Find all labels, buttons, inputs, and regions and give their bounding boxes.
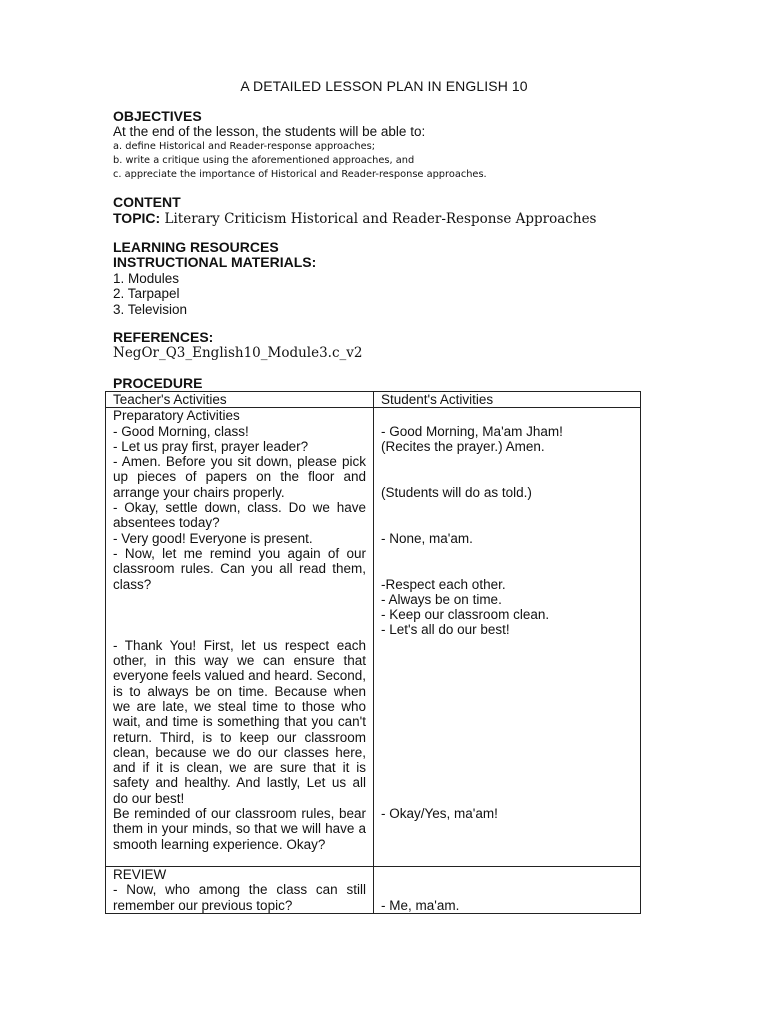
procedure-table — [105, 391, 641, 914]
student-line: - Good Morning, Ma'am Jham! — [381, 423, 563, 439]
objective-item: b. write a critique using the aforementioned approaches, and — [113, 154, 415, 166]
teacher-line: - Thank You! First, let us respect each other, in this way we can ensure that everyone feels valued and heard. Second, is to always be on time. Because when we are late, we steal time to those who wait, and time is something that you can't return. Third, is to keep our classroom clean, because we do our classes here, and if it is clean, we are sure that it is safety and healthy. And lastly, Let us all do our best! — [113, 637, 367, 806]
teacher-line: - Now, who among the class can still remember our previous topic? — [113, 882, 367, 913]
teacher-line: - Amen. Before you sit down, please pick up pieces of papers on the floor and arrange your chairs properly. — [113, 454, 367, 500]
student-activities-cell — [374, 866, 641, 913]
teacher-line: - Very good! Everyone is present. — [113, 530, 313, 546]
procedure-section — [113, 376, 202, 391]
student-line: (Students will do as told.) — [381, 484, 532, 500]
review-label: REVIEW — [113, 866, 167, 882]
topic-label: TOPIC: — [113, 210, 161, 227]
material-item: 2. Tarpapel — [113, 286, 180, 302]
objective-item: c. appreciate the importance of Historical and Reader-response approaches. — [113, 168, 487, 180]
student-line: - None, ma'am. — [381, 530, 473, 546]
student-line: - Let's all do our best! — [381, 622, 510, 638]
topic-value: Literary Criticism Historical and Reader-Response Approaches — [160, 211, 597, 228]
teacher-line: - Okay, settle down, class. Do we have absentees today? — [113, 500, 367, 531]
teacher-line: - Let us pray first, prayer leader? — [113, 438, 309, 454]
preparatory-label: Preparatory Activities — [113, 408, 240, 424]
student-line: - Okay/Yes, ma'am! — [381, 806, 498, 822]
teacher-activities-cell — [106, 408, 374, 867]
teacher-activities-cell — [106, 866, 374, 913]
student-line: -Respect each other. — [381, 576, 506, 592]
teacher-line: Be reminded of our classroom rules, bear them in your minds, so that we will have a smooth learning experience. Okay? — [113, 806, 367, 852]
student-line: - Me, ma'am. — [381, 897, 460, 913]
learning-resources-heading: LEARNING RESOURCES — [113, 239, 279, 255]
student-activities-cell — [374, 408, 641, 867]
material-item: 1. Modules — [113, 270, 180, 286]
table-header-row — [106, 392, 641, 408]
teacher-line: - Now, let me remind you again of our classroom rules. Can you all read them, class? — [113, 545, 367, 592]
table-row — [106, 408, 641, 867]
content-section — [113, 195, 596, 228]
objectives-heading: OBJECTIVES — [113, 108, 202, 124]
material-item: 3. Television — [113, 301, 188, 317]
reference-value: NegOr_Q3_English10_Module3.c_v2 — [113, 345, 363, 362]
student-line: - Keep our classroom clean. — [381, 607, 550, 623]
document-title: A DETAILED LESSON PLAN IN ENGLISH 10 — [240, 78, 528, 94]
objectives-intro: At the end of the lesson, the students will be able to: — [113, 124, 426, 140]
instructional-materials-heading: INSTRUCTIONAL MATERIALS: — [113, 254, 317, 271]
teacher-line: - Good Morning, class! — [113, 423, 249, 439]
student-activities-header: Student's Activities — [374, 392, 641, 408]
references-heading: REFERENCES: — [113, 329, 214, 345]
topic-line — [113, 210, 596, 228]
teacher-activities-header: Teacher's Activities — [106, 392, 374, 408]
content-heading: CONTENT — [113, 194, 181, 210]
references-section — [113, 330, 363, 362]
student-line: (Recites the prayer.) Amen. — [381, 438, 545, 454]
objective-item: a. define Historical and Reader-response approaches; — [113, 140, 376, 152]
student-line: - Always be on time. — [381, 591, 502, 607]
procedure-heading: PROCEDURE — [113, 375, 203, 391]
table-row — [106, 866, 641, 913]
objectives-section — [113, 109, 487, 182]
learning-resources-section — [113, 240, 316, 317]
